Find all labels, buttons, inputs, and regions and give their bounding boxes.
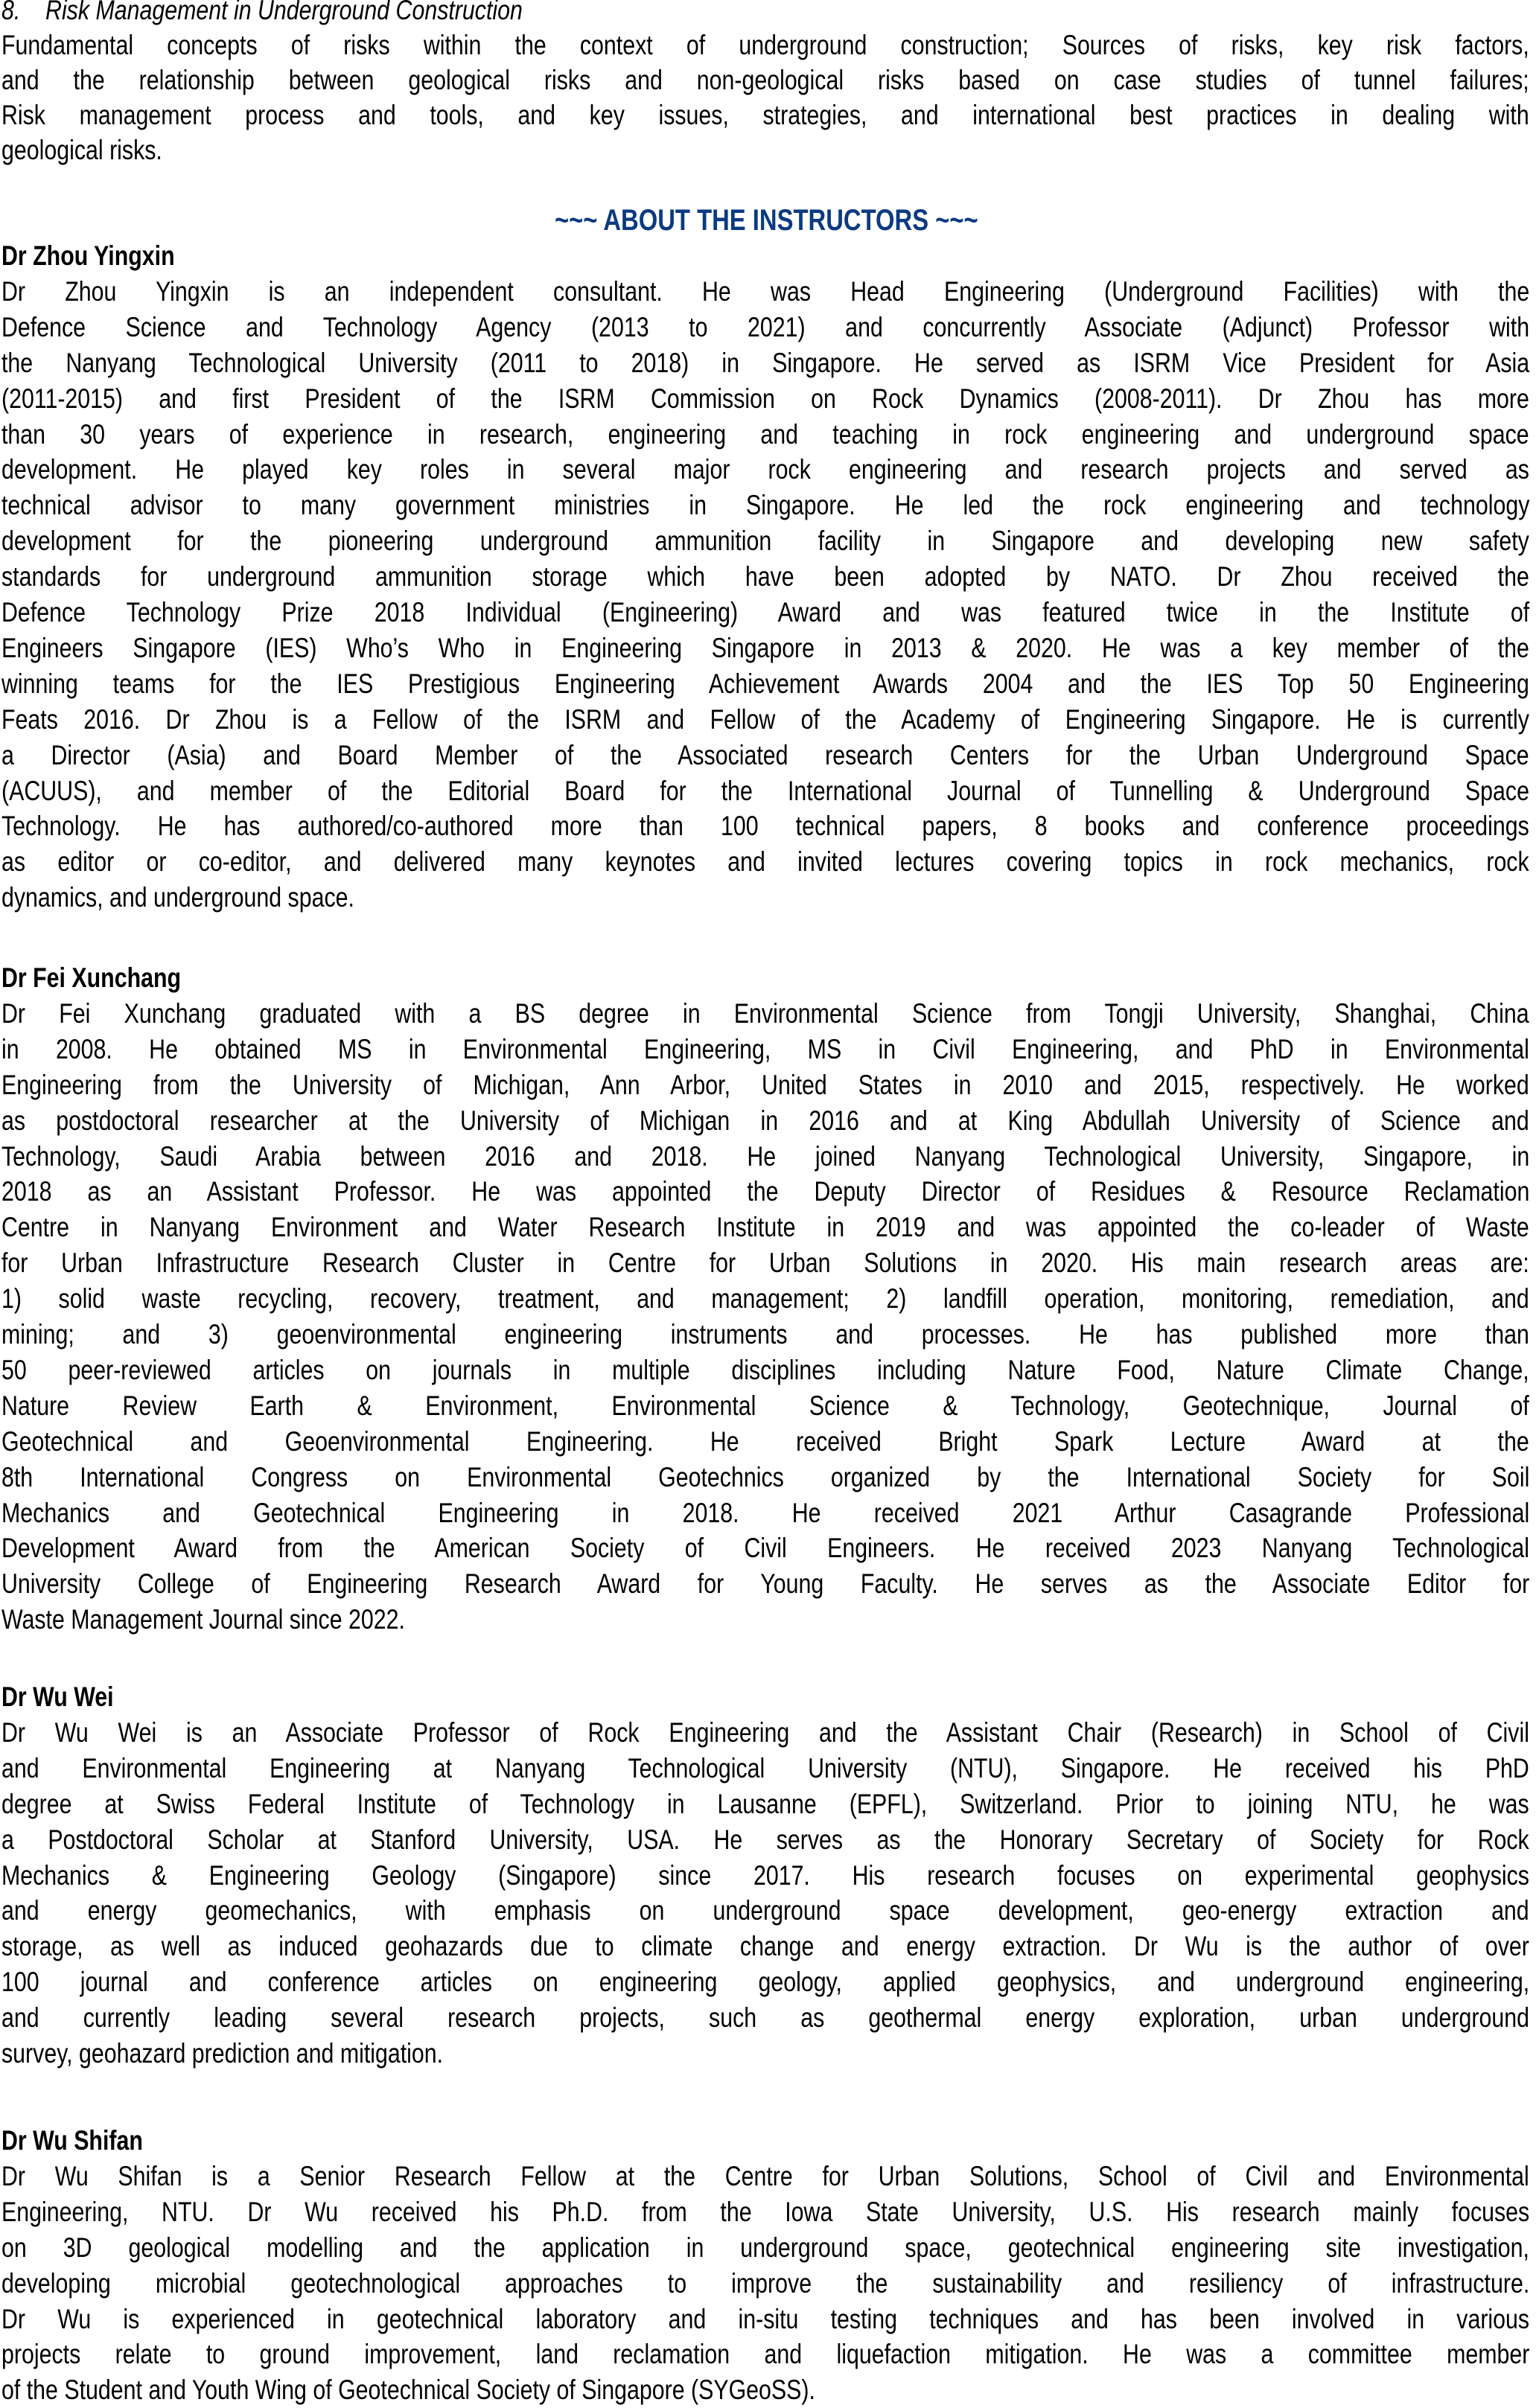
- section-heading: ~~~ ABOUT THE INSTRUCTORS ~~~: [555, 204, 979, 237]
- instructor-bio-line: development. He played key roles in several major rock engineering and research projects and served as: [1, 454, 1529, 485]
- instructor-name: Dr Wu Wei: [1, 1682, 114, 1712]
- instructor-bio-line: of the Student and Youth Wing of Geotechnical Society of Singapore (SYGeoSS).: [1, 2375, 815, 2406]
- instructor-bio-line: (2011-2015) and first President of the ISRM Commission on Rock Dynamics (2008-2011). Dr Zhou has more: [1, 383, 1529, 414]
- instructor-bio-line: than 30 years of experience in research, engineering and teaching in rock engineering and underground space: [1, 418, 1529, 450]
- instructor-bio-line: the Nanyang Technological University (2011 to 2018) in Singapore. He served as ISRM Vice President for Asia: [1, 347, 1530, 378]
- instructor-bio-line: 100 journal and conference articles on engineering geology, applied geophysics, and underground engineering,: [1, 1967, 1530, 1998]
- instructor-bio-line: projects relate to ground improvement, land reclamation and liquefaction mitigation. He was a committee member: [1, 2339, 1530, 2370]
- instructor-bio-line: (ACUUS), and member of the Editorial Board for the International Journal of Tunnelling & Underground Space: [1, 775, 1529, 806]
- instructor-bio-line: as editor or co-editor, and delivered many keynotes and invited lectures covering topics in rock mechanics, rock: [1, 846, 1529, 878]
- instructor-bio-line: Technology, Saudi Arabia between 2016 and 2018. He joined Nanyang Technological University, Singapore, in: [1, 1140, 1530, 1172]
- instructor-bio-line: and energy geomechanics, with emphasis on underground space development, geo-energy extraction and: [1, 1895, 1529, 1926]
- module-description-line: and the relationship between geological risks and non-geological risks based on case studies of tunnel failures;: [1, 65, 1529, 95]
- instructor-bio-line: and currently leading several research projects, such as geothermal energy exploration, urban underground: [1, 2002, 1530, 2034]
- instructor-bio-line: 50 peer-reviewed articles on journals in multiple disciplines including Nature Food, Nature Climate Change,: [1, 1354, 1529, 1385]
- instructor-bio-line: Geotechnical and Geoenvironmental Engineering. He received Bright Spark Lecture Award at the: [1, 1425, 1529, 1457]
- instructor-bio-line: a Postdoctoral Scholar at Stanford University, USA. He serves as the Honorary Secretary of Society for Rock: [1, 1824, 1529, 1855]
- instructor-bio-line: Engineering from the University of Michigan, Ann Arbor, United States in 2010 and 2015, respectively. He worked: [1, 1069, 1529, 1100]
- instructor-bio-line: in 2008. He obtained MS in Environmental Engineering, MS in Civil Engineering, and PhD in Environmental: [1, 1033, 1529, 1064]
- module-description-line: geological risks.: [1, 135, 162, 165]
- instructor-bio-line: Centre in Nanyang Environment and Water Research Institute in 2019 and was appointed the co-leader of Waste: [1, 1212, 1529, 1243]
- instructor-bio-line: University College of Engineering Research Award for Young Faculty. He serves as the Associate Editor for: [1, 1568, 1530, 1600]
- module-title: Risk Management in Underground Construction: [45, 0, 523, 25]
- instructor-bio-line: storage, as well as induced geohazards due to climate change and energy extraction. Dr Wu is the author of over: [1, 1931, 1529, 1962]
- module-description-line: Risk management process and tools, and key issues, strategies, and international best practices in dealing with: [1, 100, 1529, 130]
- instructor-bio-line: degree at Swiss Federal Institute of Technology in Lausanne (EPFL), Switzerland. Prior to joining NTU, he was: [1, 1788, 1529, 1819]
- instructor-bio-line: Dr Wu Wei is an Associate Professor of Rock Engineering and the Assistant Chair (Research) in School of Civil: [1, 1716, 1529, 1748]
- instructor-bio-line: Development Award from the American Society of Civil Engineers. He received 2023 Nanyang Technological: [1, 1533, 1529, 1564]
- instructor-bio-line: 1) solid waste recycling, recovery, treatment, and management; 2) landfill operation, monitoring, remediation, and: [1, 1283, 1529, 1315]
- instructor-bio-line: 2018 as an Assistant Professor. He was appointed the Deputy Director of Residues & Resource Reclamation: [1, 1176, 1530, 1207]
- instructor-bio-line: 8th International Congress on Environmental Geotechnics organized by the International Society for Soil: [1, 1461, 1530, 1492]
- instructor-bio-line: standards for underground ammunition storage which have been adopted by NATO. Dr Zhou received the: [1, 561, 1529, 593]
- instructor-bio-line: Waste Management Journal since 2022.: [1, 1604, 405, 1635]
- module-number: 8.: [1, 0, 21, 25]
- instructor-bio-line: Mechanics & Engineering Geology (Singapore) since 2017. His research focuses on experimental geophysics: [1, 1859, 1529, 1891]
- instructor-bio-line: a Director (Asia) and Board Member of the Associated research Centers for the Urban Underground Space: [1, 739, 1529, 770]
- instructor-bio-line: development for the pioneering underground ammunition facility in Singapore and developing new safety: [1, 526, 1529, 557]
- instructor-bio-line: Dr Wu Shifan is a Senior Research Fellow at the Centre for Urban Solutions, School of Civil and Environmental: [1, 2160, 1529, 2191]
- module-title-line: [1, 0, 523, 28]
- instructor-bio-line: Defence Technology Prize 2018 Individual (Engineering) Award and was featured twice in the Institute of: [1, 597, 1530, 627]
- instructor-bio-line: Defence Science and Technology Agency (2013 to 2021) and concurrently Associate (Adjunct) Professor with: [1, 311, 1530, 342]
- instructor-bio-line: mining; and 3) geoenvironmental engineering instruments and processes. He has published more than: [1, 1319, 1529, 1350]
- module-description-line: Fundamental concepts of risks within the context of underground construction; Sources of risks, key risk factors,: [1, 30, 1529, 60]
- instructor-bio-line: Feats 2016. Dr Zhou is a Fellow of the ISRM and Fellow of the Academy of Engineering Singapore. He is currently: [1, 703, 1529, 735]
- instructor-bio-line: Engineers Singapore (IES) Who’s Who in Engineering Singapore in 2013 & 2020. He was a key member of the: [1, 632, 1529, 663]
- instructor-bio-line: and Environmental Engineering at Nanyang Technological University (NTU), Singapore. He received his PhD: [1, 1752, 1529, 1783]
- instructor-bio-line: winning teams for the IES Prestigious Engineering Achievement Awards 2004 and the IES Top 50 Engineering: [1, 668, 1529, 699]
- instructor-bio-line: survey, geohazard prediction and mitigation.: [1, 2038, 444, 2069]
- instructor-bio-line: as postdoctoral researcher at the University of Michigan in 2016 and at King Abdullah University of Science and: [1, 1105, 1529, 1136]
- instructor-bio-line: Dr Wu is experienced in geotechnical laboratory and in-situ testing techniques and has been involved in various: [1, 2303, 1530, 2334]
- instructor-name: Dr Wu Shifan: [1, 2125, 143, 2156]
- instructor-bio-line: Dr Fei Xunchang graduated with a BS degree in Environmental Science from Tongji University, Shanghai, China: [1, 997, 1529, 1029]
- instructor-bio-line: for Urban Infrastructure Research Cluster in Centre for Urban Solutions in 2020. His main research areas are:: [1, 1248, 1529, 1279]
- instructor-bio-line: Engineering, NTU. Dr Wu received his Ph.D. from the Iowa State University, U.S. His research mainly focuses: [1, 2196, 1530, 2227]
- instructor-bio-line: technical advisor to many government ministries in Singapore. He led the rock engineering and technology: [1, 490, 1530, 521]
- instructor-bio-line: dynamics, and underground space.: [1, 882, 354, 913]
- instructor-name: Dr Zhou Yingxin: [1, 240, 175, 271]
- instructor-bio-line: Nature Review Earth & Environment, Environmental Science & Technology, Geotechnique, Journal of: [1, 1390, 1529, 1421]
- instructor-bio-line: Technology. He has authored/co-authored more than 100 technical papers, 8 books and conference proceedings: [1, 811, 1529, 842]
- instructor-bio-line: Dr Zhou Yingxin is an independent consultant. He was Head Engineering (Underground Facilities) with the: [1, 275, 1530, 307]
- instructor-bio-line: on 3D geological modelling and the application in underground space, geotechnical engineering site investigation,: [1, 2232, 1529, 2263]
- instructor-bio-line: Mechanics and Geotechnical Engineering in 2018. He received 2021 Arthur Casagrande Professional: [1, 1497, 1530, 1528]
- instructor-name: Dr Fei Xunchang: [1, 962, 182, 993]
- instructor-bio-line: developing microbial geotechnological approaches to improve the sustainability and resiliency of infrastructure.: [1, 2267, 1530, 2299]
